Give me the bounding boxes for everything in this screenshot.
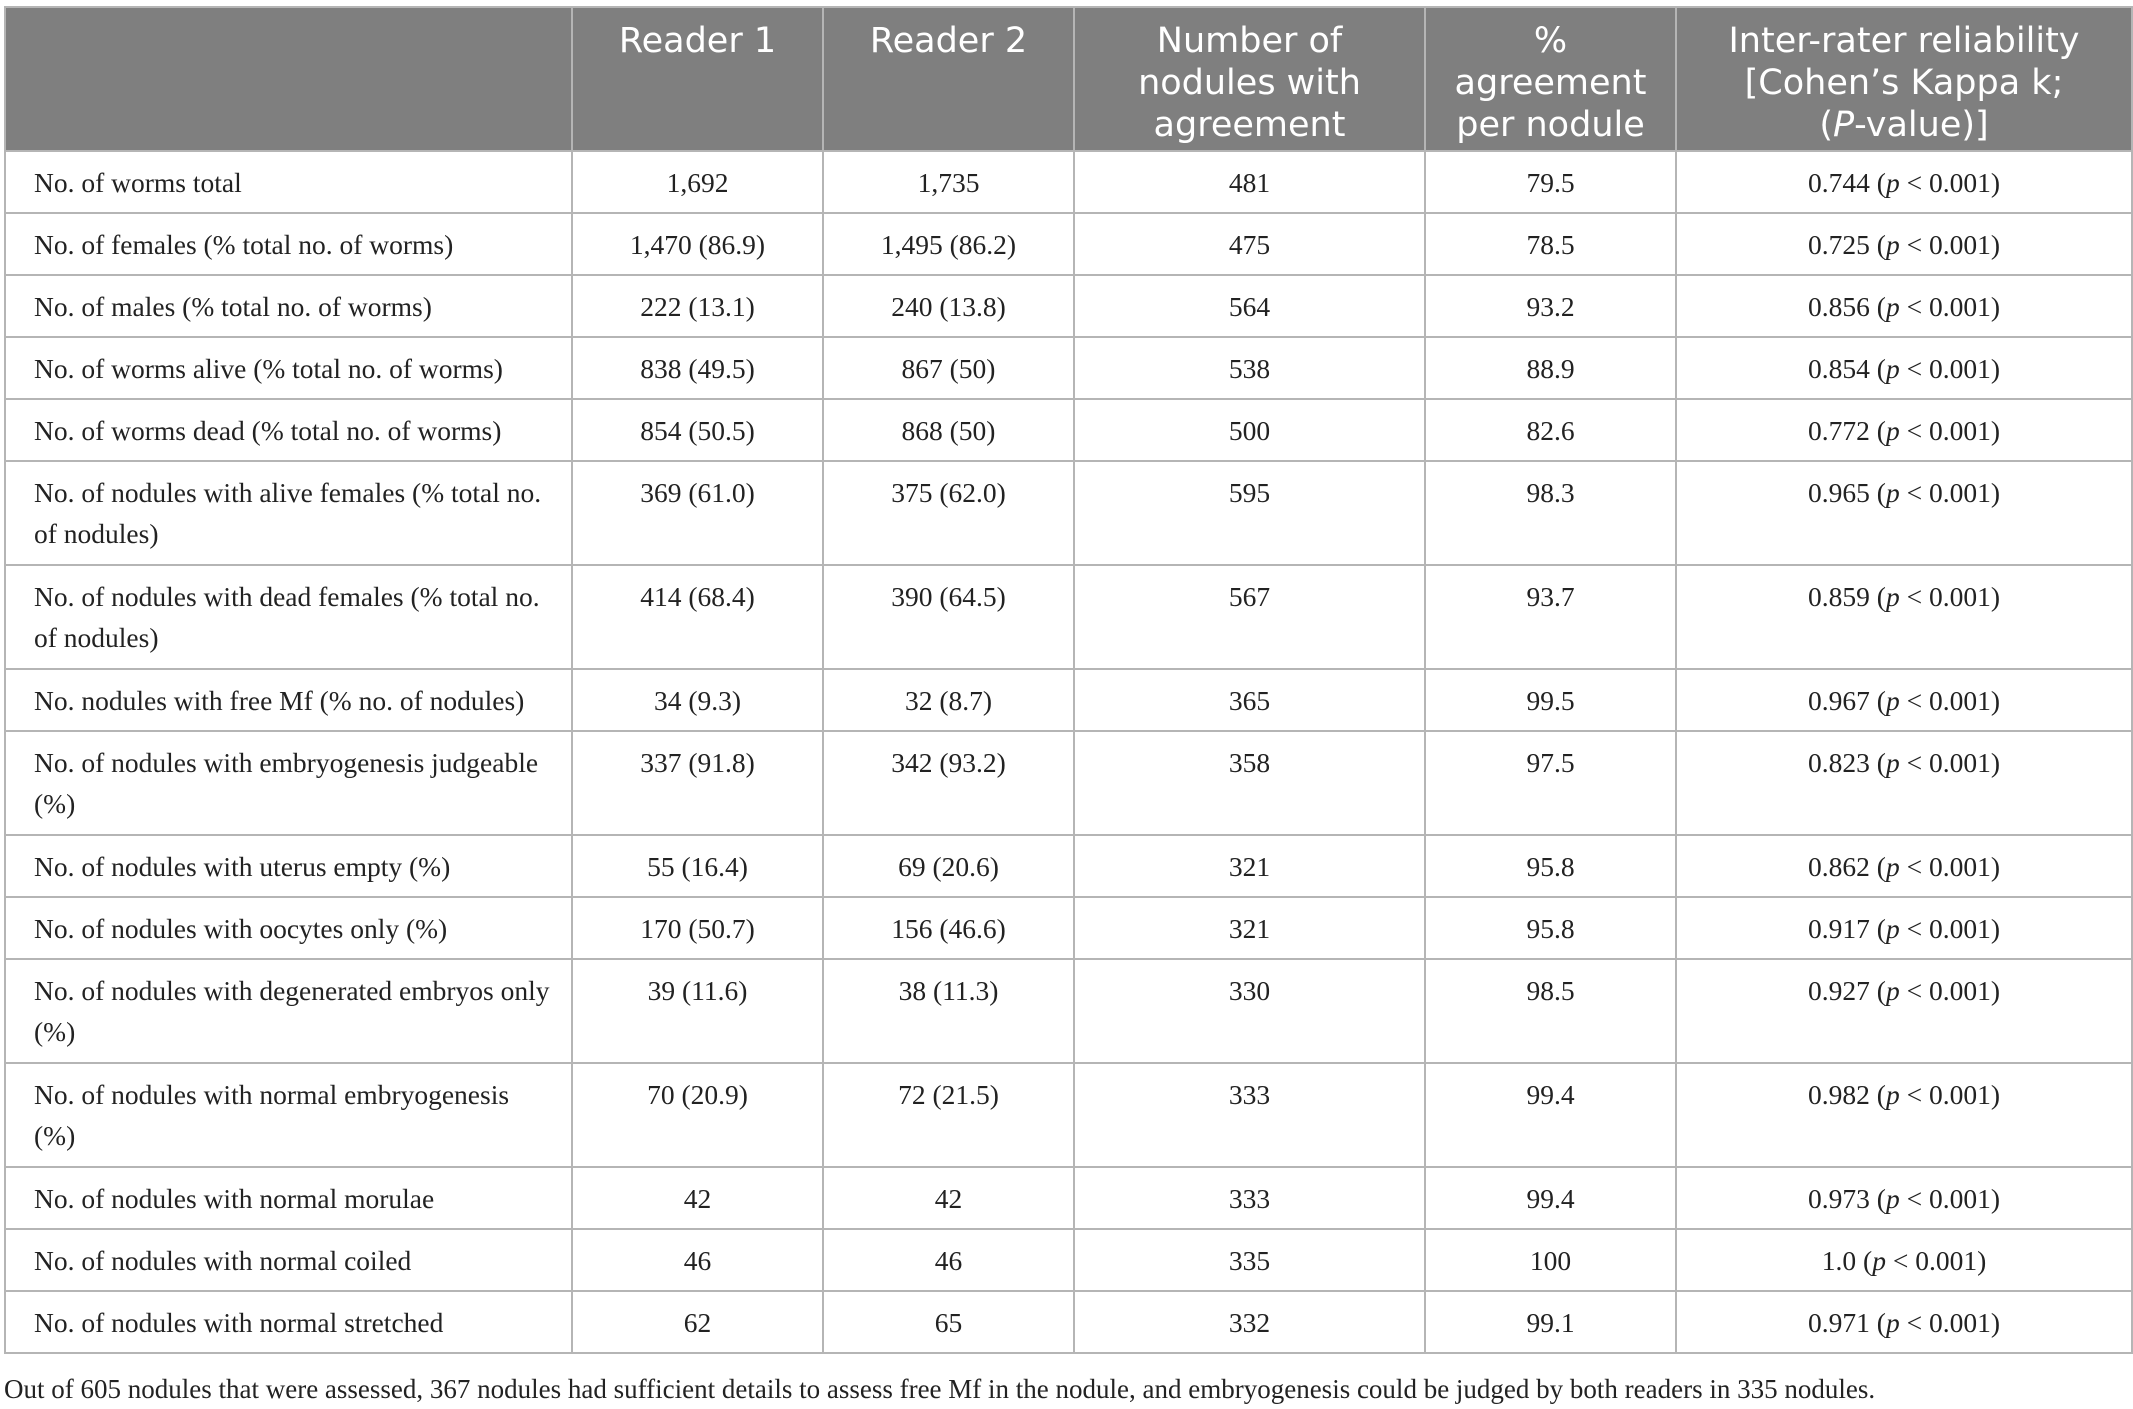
kappa-value: 0.927 — [1808, 975, 1870, 1006]
table-row — [5, 959, 2132, 1063]
agreement-count-value: 567 — [1074, 565, 1425, 669]
kappa-cell — [1676, 959, 2132, 1063]
kappa-cell — [1676, 461, 2132, 565]
table-row — [5, 213, 2132, 275]
agreement-count-value: 321 — [1074, 835, 1425, 897]
table-row — [5, 897, 2132, 959]
percent-agreement-value: 98.3 — [1425, 461, 1676, 565]
table-row — [5, 1291, 2132, 1353]
row-label: No. of nodules with dead females (% total no. of nodules) — [5, 565, 572, 669]
agreement-count-value: 321 — [1074, 897, 1425, 959]
percent-agreement-value: 99.4 — [1425, 1063, 1676, 1167]
agreement-count-value: 481 — [1074, 151, 1425, 213]
p-italic: p — [1885, 851, 1900, 882]
row-label: No. of nodules with normal stretched — [5, 1291, 572, 1353]
reader2-value: 867 (50) — [823, 337, 1074, 399]
kappa-value: 0.862 — [1808, 851, 1870, 882]
reader1-value: 838 (49.5) — [572, 337, 823, 399]
percent-agreement-value: 97.5 — [1425, 731, 1676, 835]
header-reader-2: Reader 2 — [823, 7, 1074, 151]
row-label: No. of nodules with degenerated embryos only (%) — [5, 959, 572, 1063]
p-rest: < 0.001) — [1899, 913, 2000, 944]
p-italic: p — [1885, 1307, 1900, 1338]
reader2-value: 72 (21.5) — [823, 1063, 1074, 1167]
p-open: ( — [1876, 229, 1886, 260]
table-container — [4, 6, 2131, 1354]
kappa-value: 0.823 — [1808, 747, 1870, 778]
row-label: No. of females (% total no. of worms) — [5, 213, 572, 275]
reader2-value: 42 — [823, 1167, 1074, 1229]
p-italic: p — [1885, 685, 1900, 716]
p-rest: < 0.001) — [1899, 685, 2000, 716]
agreement-count-value: 475 — [1074, 213, 1425, 275]
p-italic: p — [1885, 353, 1900, 384]
percent-agreement-value: 98.5 — [1425, 959, 1676, 1063]
kappa-value: 0.854 — [1808, 353, 1870, 384]
header-agreement-count-line2: nodules with — [1138, 63, 1361, 103]
header-row-label — [5, 7, 572, 151]
p-open: ( — [1876, 1307, 1886, 1338]
header-agreement-count-line1: Number of — [1156, 21, 1343, 61]
percent-agreement-value: 99.1 — [1425, 1291, 1676, 1353]
row-label: No. of nodules with alive females (% total no. of nodules) — [5, 461, 572, 565]
p-rest: < 0.001) — [1899, 747, 2000, 778]
p-open: ( — [1876, 477, 1886, 508]
reader2-value: 65 — [823, 1291, 1074, 1353]
p-rest: < 0.001) — [1899, 1183, 2000, 1214]
reader2-value: 390 (64.5) — [823, 565, 1074, 669]
kappa-cell — [1676, 1229, 2132, 1291]
row-label: No. of nodules with normal morulae — [5, 1167, 572, 1229]
row-label: No. of nodules with normal embryogenesis (%) — [5, 1063, 572, 1167]
table-row — [5, 1229, 2132, 1291]
reader2-value: 38 (11.3) — [823, 959, 1074, 1063]
agreement-count-value: 332 — [1074, 1291, 1425, 1353]
agreement-count-value: 330 — [1074, 959, 1425, 1063]
p-rest: < 0.001) — [1899, 291, 2000, 322]
kappa-cell — [1676, 213, 2132, 275]
p-italic: p — [1885, 229, 1900, 260]
header-reader-1: Reader 1 — [572, 7, 823, 151]
kappa-value: 0.973 — [1808, 1183, 1870, 1214]
reader1-value: 337 (91.8) — [572, 731, 823, 835]
kappa-value: 0.965 — [1808, 477, 1870, 508]
header-percent-agreement — [1425, 7, 1676, 151]
p-italic: p — [1885, 913, 1900, 944]
header-irr-line3-pre: ( — [1819, 105, 1833, 145]
p-open: ( — [1876, 415, 1886, 446]
kappa-cell — [1676, 1063, 2132, 1167]
table-header — [5, 7, 2132, 151]
p-rest: < 0.001) — [1899, 851, 2000, 882]
row-label: No. of nodules with normal coiled — [5, 1229, 572, 1291]
header-row — [5, 7, 2132, 151]
p-italic: p — [1885, 167, 1900, 198]
row-label: No. of worms total — [5, 151, 572, 213]
reader1-value: 39 (11.6) — [572, 959, 823, 1063]
row-label: No. of males (% total no. of worms) — [5, 275, 572, 337]
kappa-value: 0.725 — [1808, 229, 1870, 260]
header-percent-agreement-line1: % — [1533, 21, 1568, 61]
table-row — [5, 1167, 2132, 1229]
percent-agreement-value: 95.8 — [1425, 835, 1676, 897]
row-label: No. of nodules with oocytes only (%) — [5, 897, 572, 959]
p-italic: p — [1885, 581, 1900, 612]
kappa-cell — [1676, 1167, 2132, 1229]
percent-agreement-value: 93.2 — [1425, 275, 1676, 337]
p-italic: p — [1885, 975, 1900, 1006]
kappa-value: 0.856 — [1808, 291, 1870, 322]
p-open: ( — [1876, 747, 1886, 778]
header-agreement-count-line3: agreement — [1153, 105, 1346, 145]
kappa-value: 0.967 — [1808, 685, 1870, 716]
table-row — [5, 731, 2132, 835]
p-italic: p — [1885, 1183, 1900, 1214]
p-rest: < 0.001) — [1899, 477, 2000, 508]
header-irr-line3-italic: P — [1832, 105, 1855, 145]
table-row — [5, 275, 2132, 337]
table-footnote: Out of 605 nodules that were assessed, 367 nodules had sufficient details to assess free Mf in the nodule, and embryogenesis could be judged by both readers in 335 nodules. — [4, 1374, 1876, 1404]
row-label: No. of nodules with embryogenesis judgeable (%) — [5, 731, 572, 835]
p-open: ( — [1876, 685, 1886, 716]
kappa-cell — [1676, 151, 2132, 213]
agreement-count-value: 333 — [1074, 1167, 1425, 1229]
reader1-value: 42 — [572, 1167, 823, 1229]
percent-agreement-value: 95.8 — [1425, 897, 1676, 959]
table-row — [5, 835, 2132, 897]
percent-agreement-value: 99.5 — [1425, 669, 1676, 731]
kappa-cell — [1676, 1291, 2132, 1353]
table-row — [5, 565, 2132, 669]
p-rest: < 0.001) — [1885, 1245, 1987, 1276]
percent-agreement-value: 93.7 — [1425, 565, 1676, 669]
p-open: ( — [1876, 851, 1886, 882]
table-row — [5, 399, 2132, 461]
agreement-count-value: 538 — [1074, 337, 1425, 399]
agreement-count-value: 500 — [1074, 399, 1425, 461]
p-open: ( — [1876, 581, 1886, 612]
header-irr-line1: Inter-rater reliability — [1728, 21, 2080, 61]
kappa-value: 0.982 — [1808, 1079, 1870, 1110]
p-italic: p — [1885, 477, 1900, 508]
kappa-cell — [1676, 835, 2132, 897]
kappa-cell — [1676, 565, 2132, 669]
reader1-value: 1,470 (86.9) — [572, 213, 823, 275]
row-label: No. of nodules with uterus empty (%) — [5, 835, 572, 897]
header-inter-rater-reliability — [1676, 7, 2132, 151]
table-body — [5, 151, 2132, 1353]
reader2-value: 1,735 — [823, 151, 1074, 213]
kappa-cell — [1676, 731, 2132, 835]
p-rest: < 0.001) — [1899, 167, 2000, 198]
p-rest: < 0.001) — [1899, 975, 2000, 1006]
p-rest: < 0.001) — [1899, 581, 2000, 612]
reliability-table — [4, 6, 2133, 1354]
percent-agreement-value: 88.9 — [1425, 337, 1676, 399]
kappa-cell — [1676, 275, 2132, 337]
p-rest: < 0.001) — [1899, 353, 2000, 384]
percent-agreement-value: 78.5 — [1425, 213, 1676, 275]
reader1-value: 62 — [572, 1291, 823, 1353]
p-rest: < 0.001) — [1899, 1079, 2000, 1110]
reader1-value: 369 (61.0) — [572, 461, 823, 565]
reader2-value: 375 (62.0) — [823, 461, 1074, 565]
p-open: ( — [1876, 913, 1886, 944]
kappa-value: 0.772 — [1808, 415, 1870, 446]
reader1-value: 46 — [572, 1229, 823, 1291]
reader2-value: 46 — [823, 1229, 1074, 1291]
kappa-cell — [1676, 399, 2132, 461]
percent-agreement-value: 100 — [1425, 1229, 1676, 1291]
agreement-count-value: 335 — [1074, 1229, 1425, 1291]
header-irr-line2: [Cohen’s Kappa k; — [1744, 63, 2064, 103]
kappa-cell — [1676, 897, 2132, 959]
table-row — [5, 337, 2132, 399]
reader1-value: 70 (20.9) — [572, 1063, 823, 1167]
reader2-value: 69 (20.6) — [823, 835, 1074, 897]
row-label: No. of worms dead (% total no. of worms) — [5, 399, 572, 461]
kappa-cell — [1676, 337, 2132, 399]
table-row — [5, 151, 2132, 213]
reader1-value: 854 (50.5) — [572, 399, 823, 461]
header-irr-line3-post: -value)] — [1854, 105, 1989, 145]
header-agreement-count — [1074, 7, 1425, 151]
agreement-count-value: 595 — [1074, 461, 1425, 565]
percent-agreement-value: 99.4 — [1425, 1167, 1676, 1229]
p-open: ( — [1863, 1245, 1873, 1276]
kappa-value: 0.971 — [1808, 1307, 1870, 1338]
p-rest: < 0.001) — [1899, 229, 2000, 260]
kappa-cell — [1676, 669, 2132, 731]
kappa-value: 0.917 — [1808, 913, 1870, 944]
reader1-value: 1,692 — [572, 151, 823, 213]
p-rest: < 0.001) — [1899, 415, 2000, 446]
p-italic: p — [1885, 415, 1900, 446]
agreement-count-value: 365 — [1074, 669, 1425, 731]
p-italic: p — [1885, 747, 1900, 778]
p-italic: p — [1885, 1079, 1900, 1110]
kappa-value: 0.744 — [1808, 167, 1870, 198]
p-open: ( — [1876, 975, 1886, 1006]
reader1-value: 55 (16.4) — [572, 835, 823, 897]
reader2-value: 156 (46.6) — [823, 897, 1074, 959]
p-rest: < 0.001) — [1899, 1307, 2000, 1338]
table-row — [5, 1063, 2132, 1167]
reader1-value: 414 (68.4) — [572, 565, 823, 669]
reader2-value: 1,495 (86.2) — [823, 213, 1074, 275]
p-open: ( — [1876, 353, 1886, 384]
p-italic: p — [1885, 291, 1900, 322]
p-open: ( — [1876, 1079, 1886, 1110]
kappa-value: 1.0 — [1821, 1245, 1857, 1276]
reader2-value: 868 (50) — [823, 399, 1074, 461]
agreement-count-value: 358 — [1074, 731, 1425, 835]
agreement-count-value: 564 — [1074, 275, 1425, 337]
reader1-value: 34 (9.3) — [572, 669, 823, 731]
p-open: ( — [1876, 291, 1886, 322]
header-percent-agreement-line3: per nodule — [1456, 105, 1645, 145]
table-row — [5, 461, 2132, 565]
reader1-value: 170 (50.7) — [572, 897, 823, 959]
p-italic: p — [1872, 1245, 1886, 1276]
reader2-value: 240 (13.8) — [823, 275, 1074, 337]
table-row — [5, 669, 2132, 731]
kappa-value: 0.859 — [1808, 581, 1870, 612]
p-open: ( — [1876, 1183, 1886, 1214]
p-open: ( — [1876, 167, 1886, 198]
reader2-value: 342 (93.2) — [823, 731, 1074, 835]
row-label: No. of worms alive (% total no. of worms) — [5, 337, 572, 399]
reader1-value: 222 (13.1) — [572, 275, 823, 337]
header-percent-agreement-line2: agreement — [1454, 63, 1647, 103]
reader2-value: 32 (8.7) — [823, 669, 1074, 731]
agreement-count-value: 333 — [1074, 1063, 1425, 1167]
percent-agreement-value: 79.5 — [1425, 151, 1676, 213]
percent-agreement-value: 82.6 — [1425, 399, 1676, 461]
row-label: No. nodules with free Mf (% no. of nodules) — [5, 669, 572, 731]
